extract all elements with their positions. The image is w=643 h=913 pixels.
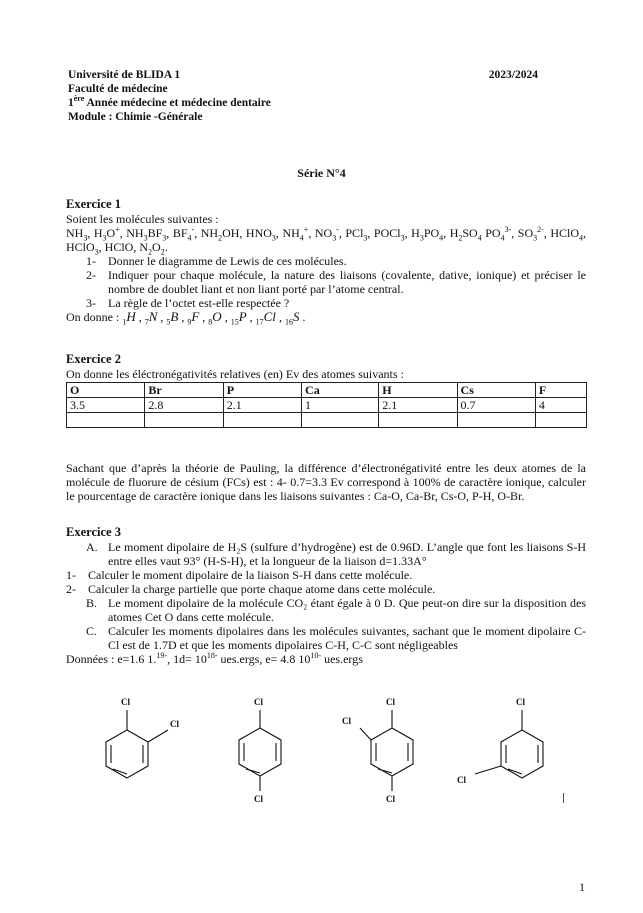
chlorine-label: Cl xyxy=(254,697,263,707)
chlorine-label: Cl xyxy=(386,697,395,707)
exercise-1-intro: Soient les molécules suivantes : xyxy=(66,212,219,226)
table-cell xyxy=(67,413,145,428)
document-header xyxy=(68,68,538,124)
list-item: A. Le moment dipolaire de H₂S (sulfure d’hydrogène) est de 0.96D. L’angle que font les liaisons S-H entre elles vaut 93° (H-S-H), et la longueur de la liaison d=1.33A° xyxy=(86,540,586,568)
chlorine-label: Cl xyxy=(121,697,130,707)
given-atoms: On donne : $_1$H , $_7$N , $_5$B , $_9$F , $_8$O , $_{15}$P , $_{17}$Cl , $_{16}$S . xyxy=(66,309,306,327)
list-item: 1- Donner le diagramme de Lewis de ces molécules. xyxy=(86,254,347,268)
table-cell: 4 xyxy=(535,398,586,413)
faculty-name: Faculté de médecine xyxy=(68,83,168,95)
table-cell: H xyxy=(379,383,457,398)
table-cell: 2.1 xyxy=(223,398,301,413)
chlorine-label: Cl xyxy=(170,719,179,729)
chlorine-label: Cl xyxy=(254,794,263,804)
exercise-3-title: Exercice 3 xyxy=(66,525,121,539)
list-item: C. Calculer les moments dipolaires dans les molécules suivantes, sachant que le moment dipolaire C-Cl est de 1.7D et que les moments dipolaires C-H, C-C sont négligeables xyxy=(86,624,586,652)
table-cell: 2.1 xyxy=(379,398,457,413)
table-cell xyxy=(457,413,535,428)
list-item: 3- La règle de l’octet est-elle respectée ? xyxy=(86,296,290,310)
exercise-2 xyxy=(66,352,586,428)
table-cell: 2.8 xyxy=(145,398,223,413)
list-item: 2- Indiquer pour chaque molécule, la nature des liaisons (covalente, dative, ionique) et préciser le nombre de doublet liant et non liant porté par l’atome central. xyxy=(86,268,586,296)
table-cell: 3.5 xyxy=(67,398,145,413)
exercise-1-questions xyxy=(86,254,586,310)
table-cell xyxy=(379,413,457,428)
table-cell xyxy=(535,413,586,428)
ortho-dichlorobenzene-structure xyxy=(80,690,200,790)
trichlorobenzene-structure xyxy=(340,690,450,805)
university-name: Université de BLIDA 1 xyxy=(68,69,181,81)
list-item: 2- Calculer la charge partielle que porte chaque atome dans cette molécule. xyxy=(66,582,436,596)
list-item: B. Le moment dipolaire de la molécule CO₂ étant égale à 0 D. Que peut-on dire sur la disposition des atomes Cet O dans cette molécule. xyxy=(86,596,586,624)
list-item: 1- Calculer le moment dipolaire de la liaison S-H dans cette molécule. xyxy=(66,568,413,582)
meta-dichlorobenzene-structure xyxy=(445,690,555,790)
chlorine-label: Cl xyxy=(457,775,466,785)
table-row xyxy=(67,383,587,398)
page-title: Série N°4 xyxy=(297,166,346,180)
table-cell: Ca xyxy=(302,383,379,398)
exercise-3-questions xyxy=(86,540,586,568)
table-cell: P xyxy=(223,383,301,398)
exercise-3 xyxy=(66,525,586,666)
pauling-paragraph: Sachant que d’après la théorie de Pauling, la différence d’électronégativité entre les deux atomes de la molécule de fluorure de césium (FCs) est : 4- 0.7=3.3 Ev correspond à 100% de caractère ionique, calculer le pourcentage de caractère ionique dans les liaisons suivantes : Ca-O, Ca-Br, Cs-O, P-H, O-Br. xyxy=(66,461,586,503)
chlorine-label: Cl xyxy=(516,697,525,707)
table-cell: Br xyxy=(145,383,223,398)
exercise-3-questions-bc xyxy=(86,596,586,652)
page-number: 1 xyxy=(579,880,585,894)
text-cursor xyxy=(563,793,564,803)
exercise-1 xyxy=(66,197,587,327)
exercise-1-title: Exercice 1 xyxy=(66,197,121,211)
table-cell xyxy=(223,413,301,428)
chlorine-label: Cl xyxy=(342,716,351,726)
exercise-3-subquestions xyxy=(66,568,586,596)
electronegativity-table xyxy=(66,382,587,428)
molecule-list: $NH_3$, $H_3O^+$, $NH_3BF_3$, $BF_4^-$, $NH_2OH$, $HNO_3$, $NH_4^+$, $NO_3^-$, PCl$_3$, POCl$_3$, $H_3PO_4$, $H_2SO_4$ $PO_4^{3-}$, $SO_3^{2-}$, HClO$_4$, HClO$_3$, HClO, $N_2O_2$. xyxy=(66,225,587,257)
academic-year: 2023/2024 xyxy=(488,69,538,81)
table-cell: 1 xyxy=(302,398,379,413)
para-dichlorobenzene-structure xyxy=(218,690,308,805)
table-cell: O xyxy=(67,383,145,398)
table-cell xyxy=(302,413,379,428)
exercise-2-title: Exercice 2 xyxy=(66,352,121,366)
table-cell: 0.7 xyxy=(457,398,535,413)
exercise-2-intro: On donne les éléctronégativités relatives (en) Ev des atomes suivants : xyxy=(66,367,404,381)
constants-line: Données : e=1.6 1.$^{19-}$, $1d= 10^{18-}$ ues.ergs, e= 4.8 $10^{10-}$ ues.ergs xyxy=(66,651,363,666)
table-cell: Cs xyxy=(457,383,535,398)
table-row xyxy=(67,413,587,428)
year-level: 1ère Année médecine et médecine dentaire xyxy=(68,94,271,109)
table-cell xyxy=(145,413,223,428)
module-name: Module : Chimie -Générale xyxy=(68,111,203,123)
table-cell: F xyxy=(535,383,586,398)
table-row xyxy=(67,398,587,413)
chlorine-label: Cl xyxy=(386,794,395,804)
